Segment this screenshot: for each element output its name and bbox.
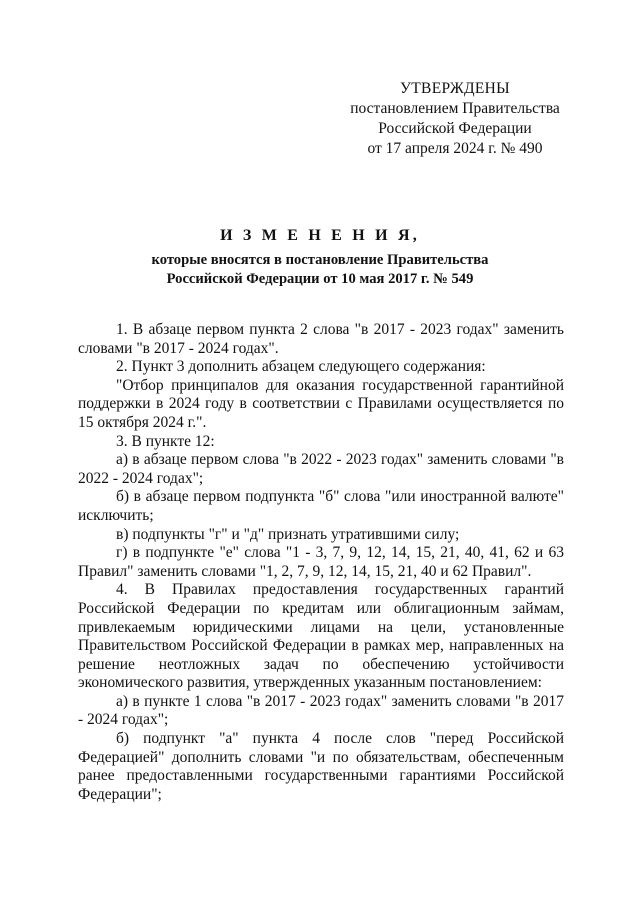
paragraph-10: а) в пункте 1 слова "в 2017 - 2023 годах" заменить словами "в 2017 - 2024 годах"; <box>78 692 564 729</box>
paragraph-3: "Отбор принципалов для оказания государственной гарантийной поддержки в 2024 году в соответствии с Правилами осуществляется по 15 октября 2024 г.". <box>78 376 564 431</box>
paragraph-1: 1. В абзаце первом пункта 2 слова "в 2017 - 2023 годах" заменить словами "в 2017 - 2024 годах". <box>78 321 564 357</box>
document-body <box>78 321 564 804</box>
approval-stamp-block <box>330 79 580 159</box>
document-title-block <box>60 224 580 288</box>
paragraph-4: 3. В пункте 12: <box>116 432 215 450</box>
approval-heading: УТВЕРЖДЕНЫ <box>400 80 510 97</box>
paragraph-9: 4. В Правилах предоставления государственных гарантий Российской Федерации по кредитам или облигационным займам, привлекаемым юридическими лицами на цели, установленные Правительством Российской Федерации в рамках мер, направленных на решение неотложных задач по обеспечению устойчивости экономического развития, утвержденных указанным постановлением: <box>78 581 564 692</box>
paragraph-11: б) подпункт "а" пункта 4 после слов "перед Российской Федерацией" дополнить словами "и по обязательствам, обеспеченным ранее предоставленными государственными гарантиями Российской Федерации"; <box>78 730 564 803</box>
paragraph-8: г) в подпункте "е" слова "1 - 3, 7, 9, 12, 14, 15, 21, 40, 41, 62 и 63 Правил" заменить словами "1, 2, 7, 9, 12, 14, 15, 21, 40 и 62 Правил". <box>78 544 564 580</box>
document-title: И З М Е Н Е Н И Я, <box>220 227 420 244</box>
paragraph-6: б) в абзаце первом подпункта "б" слова "или иностранной валюте" исключить; <box>78 488 564 524</box>
approval-line-3: от 17 апреля 2024 г. № 490 <box>367 140 543 157</box>
approval-line-2: Российской Федерации <box>378 120 532 137</box>
document-subtitle-line-1: которые вносятся в постановление Правительства <box>151 252 489 268</box>
document-subtitle-line-2: Российской Федерации от 10 мая 2017 г. № 549 <box>166 270 474 287</box>
approval-line-1: постановлением Правительства <box>350 100 560 117</box>
paragraph-2: 2. Пункт 3 дополнить абзацем следующего содержания: <box>116 358 486 376</box>
paragraph-5: а) в абзаце первом слова "в 2022 - 2023 годах" заменить словами "в 2022 - 2024 годах"; <box>78 451 564 487</box>
paragraph-7: в) подпункты "г" и "д" признать утратившими силу; <box>116 525 460 543</box>
